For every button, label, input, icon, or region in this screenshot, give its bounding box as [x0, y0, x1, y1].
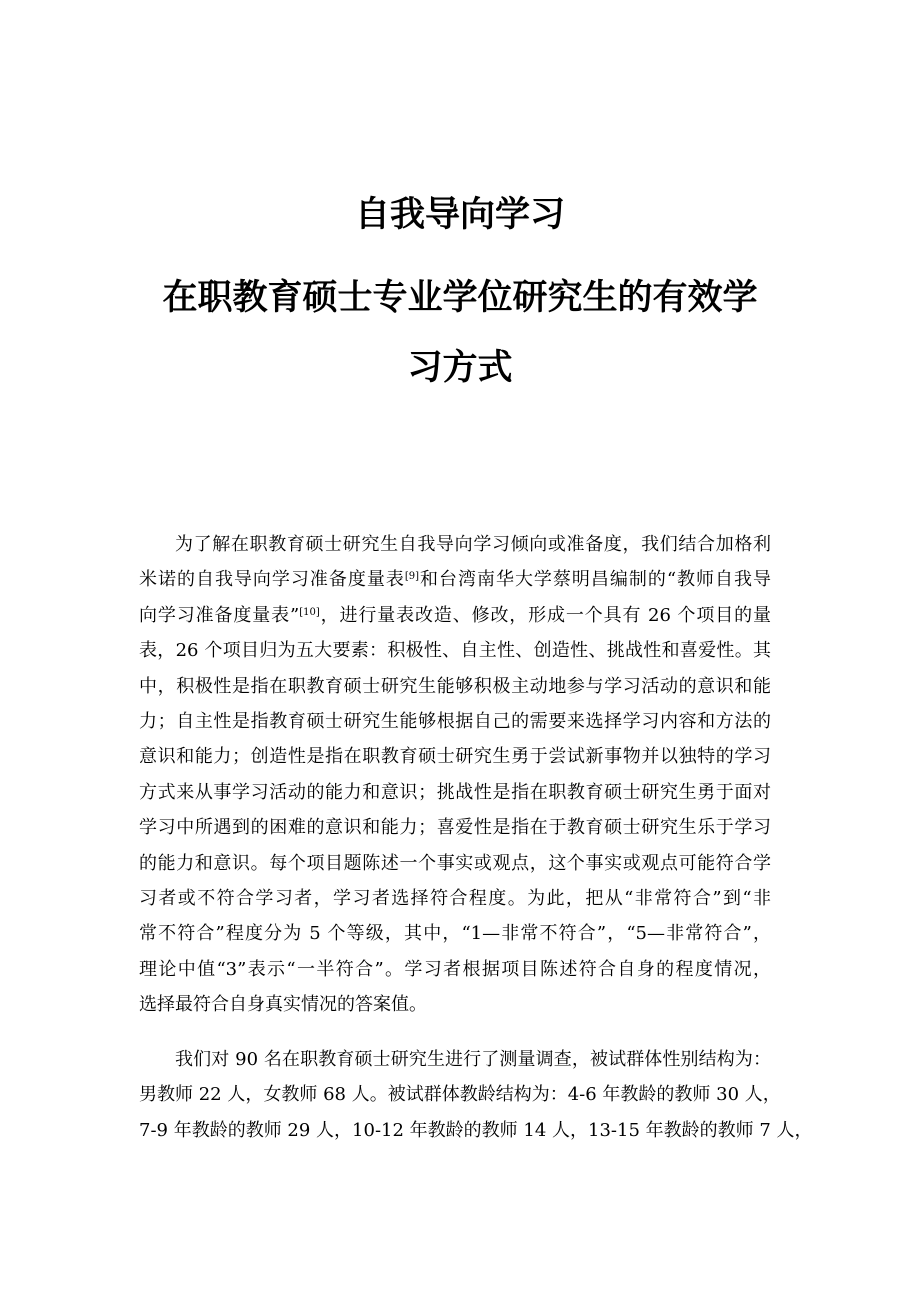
paragraph-sample-description	[139, 1042, 813, 1148]
citation-reference: [9]	[404, 571, 420, 583]
text-segment: 理论中值“3”表示“一半符合”。学习者根据项目陈述符合自身的程度情况，	[139, 958, 771, 980]
text-segment: 7-9 年教龄的教师 29 人，10-12 年教龄的教师 14 人，13-15 年教龄的教师 7 人，	[139, 1119, 813, 1141]
text-segment: 常不符合”程度分为 5 个等级，其中，“1—非常不符合”，“5—非常符合”，	[139, 923, 771, 945]
text-segment: 向学习准备度量表”	[139, 604, 300, 626]
text-line	[139, 704, 771, 739]
text-segment: 学习中所遇到的困难的意识和能力；喜爱性是指在于教育硕士研究生乐于学习	[139, 817, 771, 839]
text-line	[139, 1113, 813, 1148]
title-line-2: 在职教育硕士专业学位研究生的有效学	[162, 277, 758, 318]
paragraph-scale-description	[139, 527, 771, 1022]
text-segment: 意识和能力；创造性是指在职教育硕士研究生勇于尝试新事物并以独特的学习	[139, 746, 771, 768]
text-segment: 米诺的自我导向学习准备度量表	[139, 569, 405, 591]
text-segment: 男教师 22 人，女教师 68 人。被试群体教龄结构为：4-6 年教龄的教师 30 人，	[139, 1084, 781, 1106]
text-line	[139, 916, 771, 951]
text-segment: 方式来从事学习活动的能力和意识；挑战性是指在职教育硕士研究生勇于面对	[139, 781, 771, 803]
text-segment: 和台湾南华大学蔡明昌编制的“教师自我导	[419, 569, 771, 591]
text-line	[139, 1042, 771, 1077]
text-line	[139, 739, 771, 774]
text-segment: ，进行量表改造、修改，形成一个具有 26 个项目的量	[319, 604, 771, 626]
text-line	[139, 669, 771, 704]
text-segment: 为了解在职教育硕士研究生自我导向学习倾向或准备度，我们结合加格利	[175, 534, 771, 555]
text-segment: 习者或不符合学习者，学习者选择符合程度。为此，把从“非常符合”到“非	[139, 887, 771, 909]
text-segment: 表，26 个项目归为五大要素：积极性、自主性、创造性、挑战性和喜爱性。其	[139, 640, 771, 662]
text-line	[139, 598, 771, 633]
text-line	[139, 881, 771, 916]
text-line	[139, 810, 771, 845]
text-segment: 力；自主性是指教育硕士研究生能够根据自己的需要来选择学习内容和方法的	[139, 710, 771, 732]
text-line	[139, 1077, 781, 1112]
text-line	[139, 952, 771, 987]
text-segment: 中，积极性是指在职教育硕士研究生能够积极主动地参与学习活动的意识和能	[139, 675, 771, 697]
text-line	[139, 527, 771, 562]
text-line	[139, 775, 771, 810]
text-line	[139, 562, 771, 597]
text-segment: 选择最符合自身真实情况的答案值。	[139, 994, 427, 1016]
text-line	[139, 633, 771, 668]
text-segment: 的能力和意识。每个项目题陈述一个事实或观点，这个事实或观点可能符合学	[139, 852, 771, 874]
citation-reference: [10]	[299, 606, 320, 618]
text-line	[139, 987, 771, 1022]
title-line-3: 习方式	[407, 347, 513, 388]
text-segment: 我们对 90 名在职教育硕士研究生进行了测量调查，被试群体性别结构为：	[175, 1049, 771, 1070]
text-line	[139, 846, 771, 881]
title-line-1: 自我导向学习	[354, 194, 565, 235]
